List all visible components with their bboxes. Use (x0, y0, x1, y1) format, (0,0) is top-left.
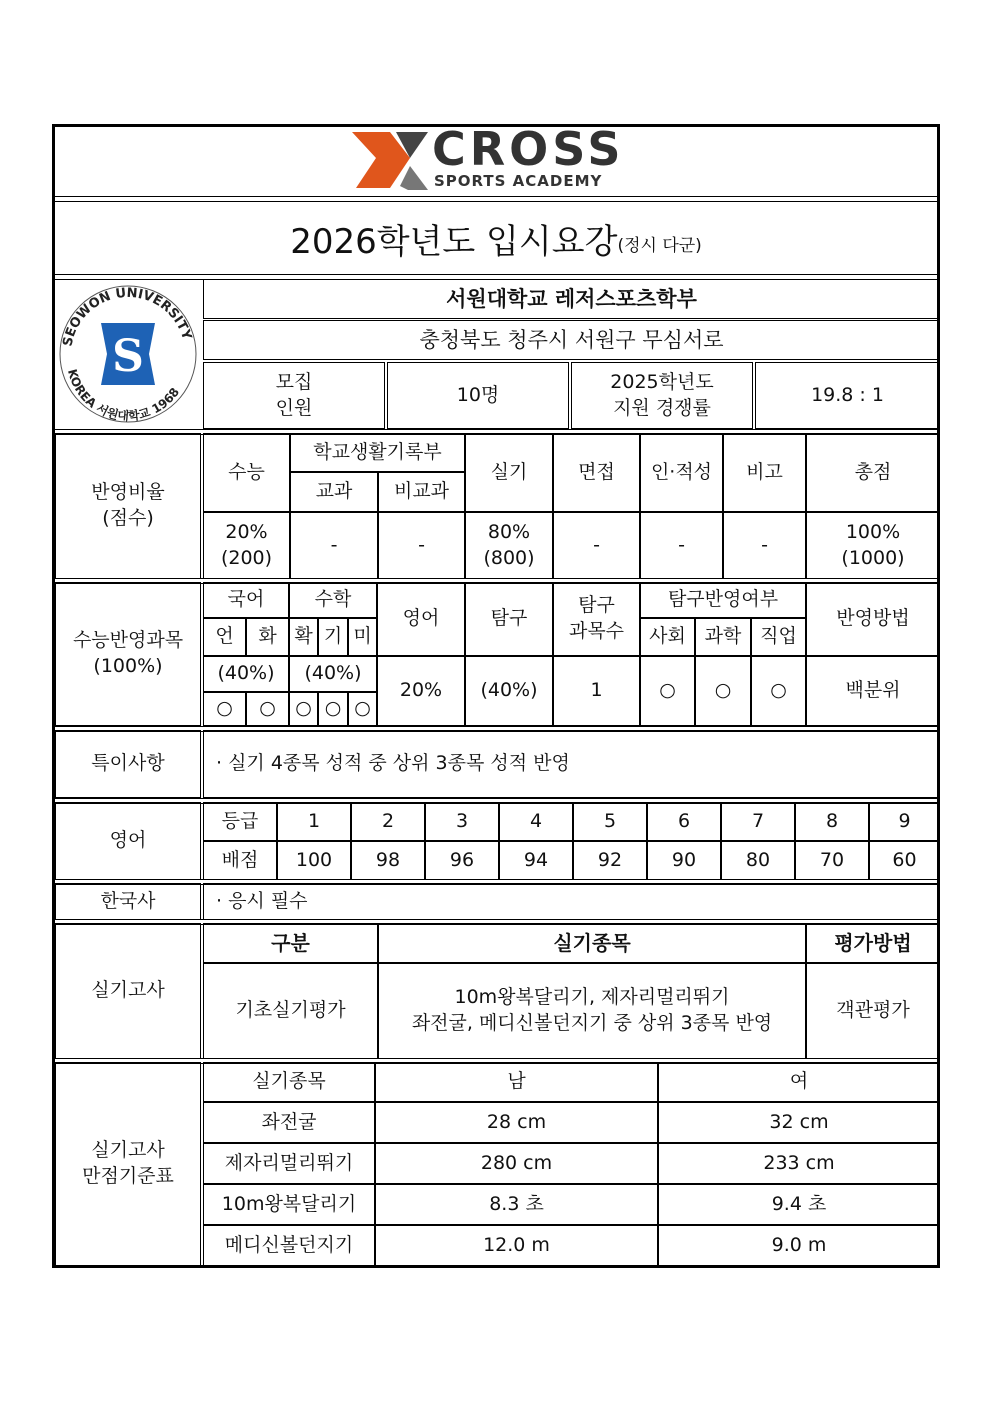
english-score: 70 (795, 841, 869, 880)
english-score: 98 (351, 841, 425, 880)
suneung-korean-sub-2: 화 (246, 618, 289, 656)
perfect-male-cell: 28 cm (375, 1102, 658, 1143)
suneung-mark-4: ○ (318, 692, 348, 726)
ratio-h-aptitude: 인·적성 (640, 433, 723, 512)
ratio-v-other: - (723, 512, 806, 579)
ratio-label: 반영비율 (점수) (55, 433, 201, 579)
suneung-mark-2: ○ (246, 692, 289, 726)
english-grade: 4 (499, 802, 573, 841)
english-score: 96 (425, 841, 499, 880)
ratio-h-total: 총점 (806, 433, 940, 512)
english-score: 92 (573, 841, 647, 880)
ratio-h-subject: 교과 (290, 472, 378, 512)
perfect-item-cell: 제자리멀리뛰기 (203, 1143, 375, 1184)
university-seal (55, 279, 201, 429)
suneung-inquiry-pct: (40%) (465, 656, 553, 726)
perfect-female-cell: 9.4 초 (658, 1184, 940, 1225)
suneung-english-pct: 20% (377, 656, 465, 726)
ratio-v-suneung: 20% (200) (203, 512, 290, 579)
history-text: · 응시 필수 (203, 883, 940, 920)
suneung-h-english: 영어 (377, 582, 465, 656)
english-grade: 6 (647, 802, 721, 841)
title-main: 2026학년도 입시요강 (290, 221, 618, 262)
cross-logo (350, 122, 640, 194)
seal-bottom-text: KOREA 서원대학교 1968 (65, 367, 183, 424)
suneung-mark-1: ○ (203, 692, 246, 726)
suneung-h-inquiry-reflect: 탐구반영여부 (640, 582, 806, 618)
english-grade: 8 (795, 802, 869, 841)
perfect-h-female: 여 (658, 1062, 940, 1102)
suneung-h-korean: 국어 (203, 582, 289, 618)
english-grade: 9 (869, 802, 940, 841)
suneung-math-sub-1: 확 (289, 618, 318, 656)
ratio-v-total: 100% (1000) (806, 512, 940, 579)
recruit-value: 10명 (387, 362, 569, 429)
practical-h-items: 실기종목 (378, 923, 806, 963)
english-score: 90 (647, 841, 721, 880)
ratio-h-other: 비고 (723, 433, 806, 512)
cross-sub-text: SPORTS ACADEMY (434, 172, 603, 190)
suneung-h-inquiry-count: 탐구 과목수 (553, 582, 640, 656)
suneung-h-method: 반영방법 (806, 582, 940, 656)
practical-h-div: 구분 (203, 923, 378, 963)
english-grade: 1 (277, 802, 351, 841)
suneung-h-science: 과학 (695, 618, 751, 656)
english-score: 94 (499, 841, 573, 880)
suneung-label: 수능반영과목 (100%) (55, 582, 201, 726)
history-label: 한국사 (55, 883, 201, 920)
suneung-social-mark: ○ (640, 656, 695, 726)
perfect-female-cell: 32 cm (658, 1102, 940, 1143)
practical-h-eval: 평가방법 (806, 923, 940, 963)
recruit-label: 모집 인원 (203, 362, 385, 429)
ratio-h-non-subject: 비교과 (378, 472, 465, 512)
perfect-female-cell: 233 cm (658, 1143, 940, 1184)
cross-brand-text: CROSS (432, 122, 625, 176)
page-title (55, 202, 937, 274)
practical-div: 기초실기평가 (203, 963, 378, 1059)
english-score: 60 (869, 841, 940, 880)
suneung-korean-sub-1: 언 (203, 618, 246, 656)
english-grade: 7 (721, 802, 795, 841)
practical-eval: 객관평가 (806, 963, 940, 1059)
special-label: 특이사항 (55, 730, 201, 798)
suneung-mark-5: ○ (348, 692, 377, 726)
suneung-method-value: 백분위 (806, 656, 940, 726)
perfect-item-cell: 메디신볼던지기 (203, 1225, 375, 1266)
perfect-h-item: 실기종목 (203, 1062, 375, 1102)
university-name: 서원대학교 레저스포츠학부 (203, 279, 940, 319)
english-grade: 3 (425, 802, 499, 841)
perfect-item-cell: 좌전굴 (203, 1102, 375, 1143)
suneung-science-mark: ○ (695, 656, 751, 726)
suneung-math-sub-2: 기 (318, 618, 348, 656)
english-grade-label: 등급 (203, 802, 277, 841)
seal-letter: S (112, 331, 144, 382)
suneung-h-inquiry: 탐구 (465, 582, 553, 656)
perfect-female-cell: 9.0 m (658, 1225, 940, 1266)
english-score: 80 (721, 841, 795, 880)
suneung-inquiry-count: 1 (553, 656, 640, 726)
english-grade: 2 (351, 802, 425, 841)
perfect-male-cell: 8.3 초 (375, 1184, 658, 1225)
perfect-male-cell: 280 cm (375, 1143, 658, 1184)
title-sub: (정시 다군) (617, 235, 702, 256)
suneung-vocational-mark: ○ (751, 656, 806, 726)
special-text: · 실기 4종목 성적 중 상위 3종목 성적 반영 (203, 730, 940, 798)
english-grade: 5 (573, 802, 647, 841)
ratio-h-interview: 면접 (553, 433, 640, 512)
suneung-math-sub-3: 미 (348, 618, 377, 656)
suneung-math-pct: (40%) (289, 656, 377, 692)
ratio-h-practical: 실기 (465, 433, 553, 512)
suneung-mark-3: ○ (289, 692, 318, 726)
suneung-h-social: 사회 (640, 618, 695, 656)
perfect-h-male: 남 (375, 1062, 658, 1102)
ratio-v-non-subject: - (378, 512, 465, 579)
ratio-v-interview: - (553, 512, 640, 579)
ratio-h-school-record: 학교생활기록부 (290, 433, 465, 472)
competition-value: 19.8 : 1 (755, 362, 940, 429)
english-score-label: 배점 (203, 841, 277, 880)
perfect-label: 실기고사 만점기준표 (55, 1062, 201, 1266)
ratio-v-practical: 80% (800) (465, 512, 553, 579)
suneung-h-vocational: 직업 (751, 618, 806, 656)
english-score: 100 (277, 841, 351, 880)
practical-label: 실기고사 (55, 923, 201, 1059)
english-label: 영어 (55, 802, 201, 880)
seal-top-text: SEOWON UNIVERSITY (60, 285, 194, 348)
competition-label: 2025학년도 지원 경쟁률 (571, 362, 753, 429)
suneung-h-math: 수학 (289, 582, 377, 618)
ratio-v-aptitude: - (640, 512, 723, 579)
ratio-v-subject: - (290, 512, 378, 579)
ratio-h-suneung: 수능 (203, 433, 290, 512)
university-address: 충청북도 청주시 서원구 무심서로 (203, 320, 940, 360)
perfect-item-cell: 10m왕복달리기 (203, 1184, 375, 1225)
perfect-male-cell: 12.0 m (375, 1225, 658, 1266)
practical-items: 10m왕복달리기, 제자리멀리뛰기 좌전굴, 메디신볼던지기 중 상위 3종목 반영 (378, 963, 806, 1059)
suneung-korean-pct: (40%) (203, 656, 289, 692)
